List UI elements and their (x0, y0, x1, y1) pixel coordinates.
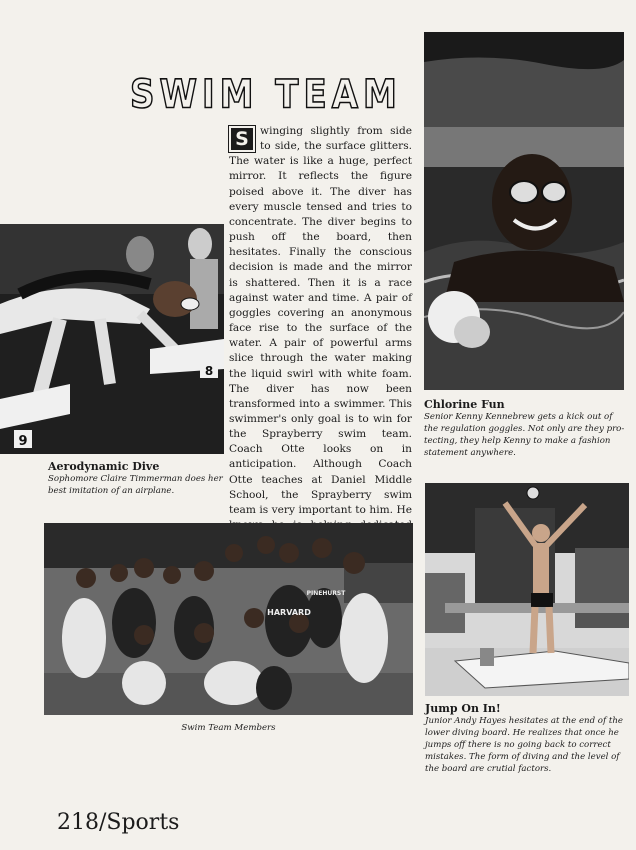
caption-title: Jump On In! (425, 702, 501, 715)
caption-body: Swim Team Members (181, 723, 276, 733)
drop-cap: S (229, 126, 255, 152)
caption-body: Senior Kenny Kennebrew gets a kick out of the regulation goggles. Not only are they protecting, they help Kenny to make a fashion statement anywhere. (424, 412, 625, 458)
shirt-text-pinehurst: PINEHURST (306, 590, 346, 597)
caption-body: Junior Andy Hayes hesitates at the end of the lower diving board. He realizes that once he jumps off there is no going back to correct mistakes. The form of diving and the level of the board are crutial factors. (425, 716, 623, 774)
caption-title: Chlorine Fun (424, 398, 505, 411)
lane-number-8: 8 (204, 364, 214, 378)
caption-title: Aerodynamic Dive (48, 460, 160, 473)
page-folio: 218/Sports (57, 810, 180, 835)
story-text (229, 124, 412, 514)
swim-team-members-photo (44, 523, 413, 715)
story-body: winging slightly from side to side, the surface glitters. The water is like a huge, perfect mirror. It reflects the figure poised above it. The diver has every muscle tensed and tries to concentrate. The diver begins to push off the board, then hesitates. Finally the conscious decision is made and the mirror is shattered. Then it is a race against water and time. A pair of goggles covering an anonymous face rise to the surface of the water. A pair of powerful arms slice through the water making the liquid swirl with white foam. The diver has now been transformed into a swimmer. This swimmer's only goal is to win for the Sprayberry swim team. Coach Otte looks on in anticipation. Although Coach Otte teaches at Daniel Middle School, the Sprayberry swim team is very important to him. He (229, 125, 412, 516)
page-title: SWIM TEAM (130, 72, 402, 118)
shirt-text-harvard: HARVARD (267, 608, 311, 617)
jump-on-in-caption (425, 702, 630, 775)
team-caption (44, 722, 413, 734)
chlorine-fun-photo (424, 32, 624, 390)
aerodynamic-dive-caption (48, 460, 238, 497)
aerodynamic-dive-photo (0, 224, 224, 454)
lane-number-9: 9 (18, 434, 28, 449)
caption-body: Sophomore Claire Timmerman does her best imitation of an airplane. (48, 474, 223, 496)
chlorine-fun-caption (424, 398, 629, 459)
jump-on-in-photo (425, 483, 629, 696)
